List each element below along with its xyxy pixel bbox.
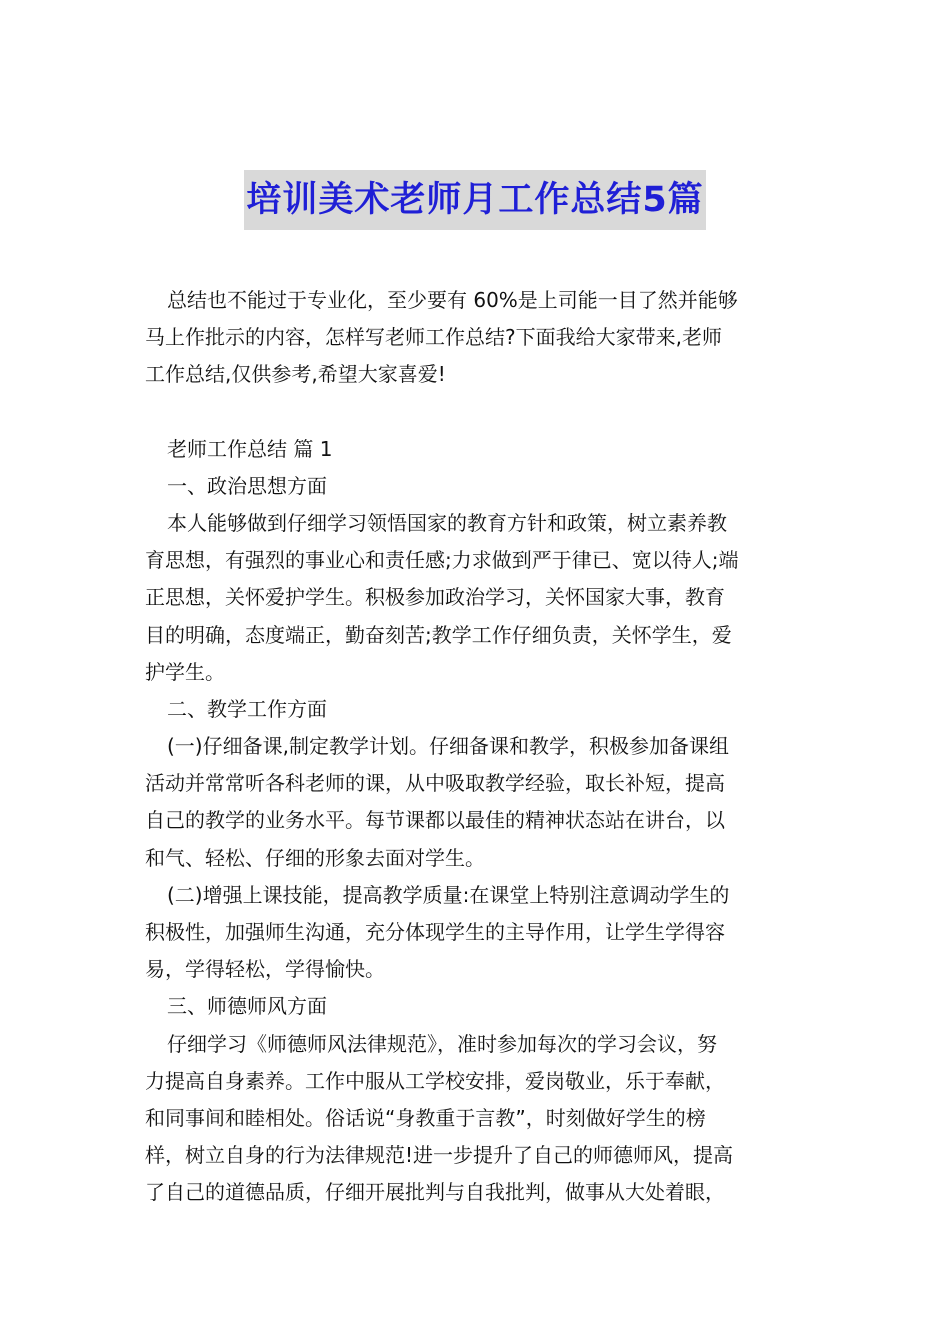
paragraph-line: 本人能够做到仔细学习领悟国家的教育方针和政策，树立素养教 <box>167 510 727 535</box>
intro-paragraph <box>145 282 805 394</box>
paragraph-line: 了自己的道德品质，仔细开展批判与自我批判，做事从大处着眼， <box>145 1180 725 1205</box>
paragraph-line: 自己的教学的业务水平。每节课都以最佳的精神状态站在讲台，以 <box>145 808 725 833</box>
section-paragraph-teaching-1 <box>145 728 805 877</box>
article-heading: 老师工作总结 篇 1 <box>167 436 333 461</box>
paragraph-line: (一)仔细备课,制定教学计划。仔细备课和教学，积极参加备课组 <box>167 734 729 759</box>
section-heading-politics: 一、政治思想方面 <box>167 473 327 498</box>
paragraph-line: 仔细学习《师德师风法律规范》，准时参加每次的学习会议，努 <box>167 1031 717 1056</box>
paragraph-line: 育思想，有强烈的事业心和责任感;力求做到严于律已、宽以待人;端 <box>145 548 739 573</box>
paragraph-line: 目的明确，态度端正，勤奋刻苦;教学工作仔细负责，关怀学生，爱 <box>145 622 732 647</box>
paragraph-line: 易，学得轻松，学得愉快。 <box>145 957 385 982</box>
paragraph-spacer <box>145 394 805 431</box>
section-heading-ethics: 三、师德师风方面 <box>167 994 327 1019</box>
document-page <box>145 170 805 1212</box>
paragraph-line: 样，树立自身的行为法律规范!进一步提升了自己的师德师风，提高 <box>145 1143 734 1168</box>
paragraph-line: 正思想，关怀爱护学生。积极参加政治学习，关怀国家大事，教育 <box>145 585 725 610</box>
paragraph-line: 活动并常常听各科老师的课，从中吸取教学经验，取长补短，提高 <box>145 771 725 796</box>
section-heading-teaching: 二、教学工作方面 <box>167 696 327 721</box>
document-title-text: 培训美术老师月工作总结5篇 <box>244 170 705 230</box>
section-paragraph-teaching-2 <box>145 877 805 989</box>
paragraph-line: 护学生。 <box>145 659 225 684</box>
section-paragraph-politics <box>145 505 805 691</box>
paragraph-line: 和气、轻松、仔细的形象去面对学生。 <box>145 845 485 870</box>
paragraph-line: 力提高自身素养。工作中服从工学校安排，爱岗敬业，乐于奉献， <box>145 1068 725 1093</box>
paragraph-line: (二)增强上课技能，提高教学质量:在课堂上特别注意调动学生的 <box>167 882 730 907</box>
intro-line: 马上作批示的内容，怎样写老师工作总结?下面我给大家带来,老师 <box>145 325 722 350</box>
intro-line: 工作总结,仅供参考,希望大家喜爱! <box>145 362 446 387</box>
paragraph-line: 积极性，加强师生沟通，充分体现学生的主导作用，让学生学得容 <box>145 920 725 944</box>
intro-line: 总结也不能过于专业化，至少要有 60%是上司能一目了然并能够 <box>167 288 738 312</box>
section-paragraph-ethics <box>145 1026 805 1212</box>
paragraph-line: 和同事间和睦相处。俗话说“身教重于言教”，时刻做好学生的榜 <box>145 1105 706 1130</box>
document-title <box>145 170 805 230</box>
